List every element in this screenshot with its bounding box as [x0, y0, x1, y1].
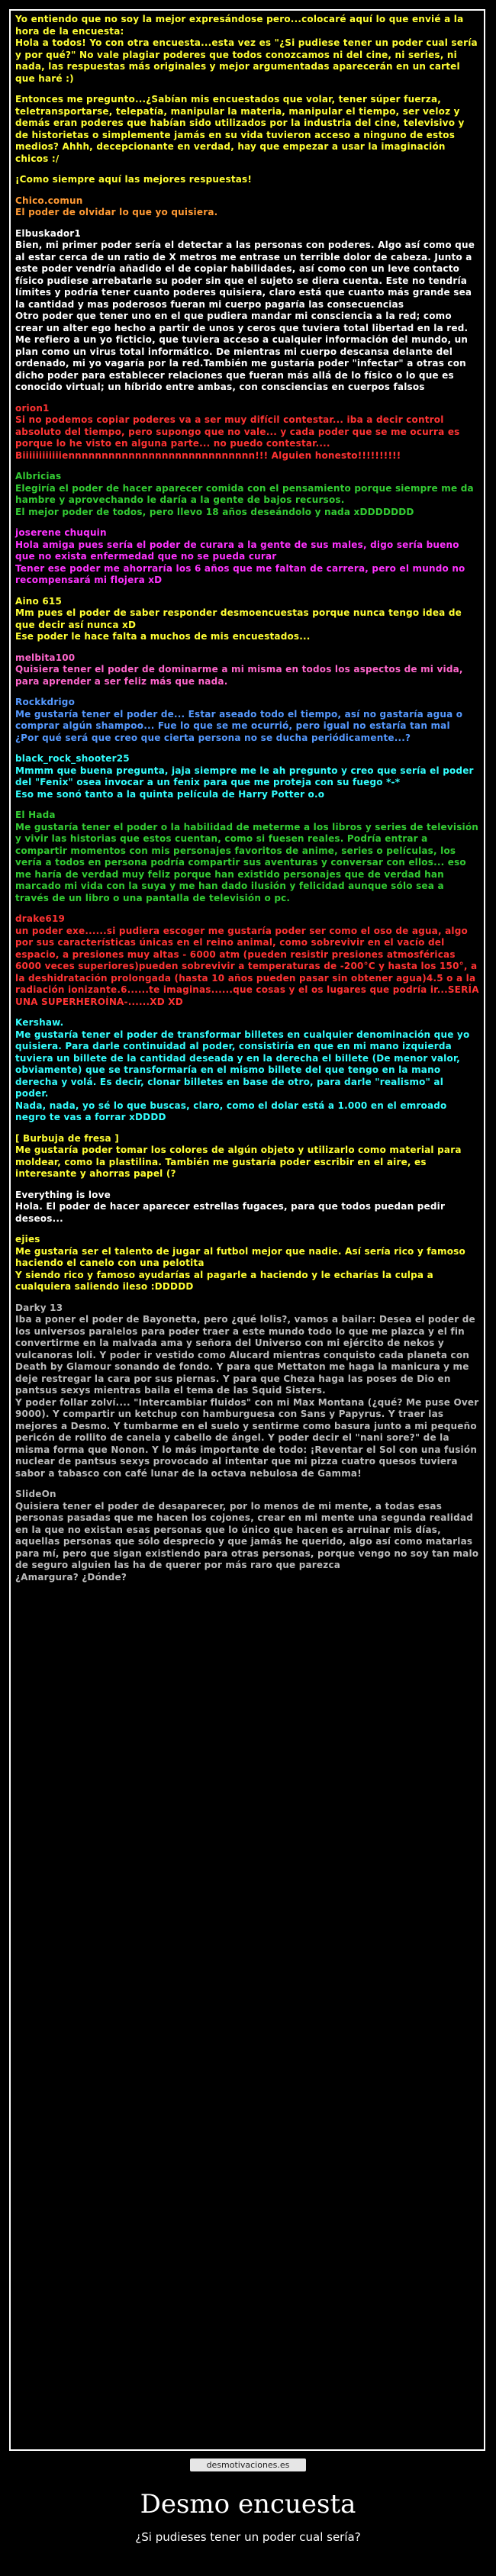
answer-text: Mmmm que buena pregunta, jaja siempre me le ah pregunto y creo que sería el poder del "Fenix" osea invocar a un fenix para que me proteja con su fuego *-* Eso me sonó tanto a la quinta película de Harry Potter o.o: [15, 765, 474, 800]
answer-text: Quisiera tener el poder de desaparecer, por lo menos de mi mente, a todas esas personas pasadas que me hacen los cojones, crear en mi mente una segunda realidad en la que no existan esas personas que lo único que hacen es arruinar mis días, aquellas personas que sólo desprecio y que jamás he querido, algo así como matarlas para mí, pero que sigan existiendo para otras personas, porque vengo no soy tan malo de seguro alguien las ha de querer por más raro que parezca ¿Amargura? ¿Dónde?: [15, 1500, 479, 1583]
answer-block: [15, 403, 479, 462]
answer-author: black_rock_shooter25: [15, 753, 130, 764]
site-watermark: desmotivaciones.es: [190, 2458, 306, 2471]
intro3-block: [15, 174, 479, 186]
answer-text: Bien, mi primer poder sería el detectar a las personas con poderes. Algo así como que al estar cerca de un ratio de X metros me entrase un terrible dolor de cabeza. Junto a este poder vendría añadido el de copiar habilidades, así como con un leve contacto físico pudiese arrebatarle su poder sin que el sujeto se diera cuenta. Este no tendría límites y podría tener cuanto poderes quisiera, claro está que cuanto más grande sea la cantidad y mas poderosos fueran mi cuerpo pagaría las consecuencias Otro poder que tener uno en el que pudiera mandar mi consciencia a la red; como crear un alter ego hecho a partir de unos y ceros que tuviera total libertad en la red. Me refiero a un yo ficticio, que tuviera acceso a cualquier información del mundo, un plan como un virus total informático. De mientras mi cuerpo descansa delante del ordenado, mi yo vagaría por la red.También me gustaría poder "infectar" a otras con dicho poder para establecer relaciones que fueran más allá de lo físico o lo que es conocido virtual; un híbrido entre ambas, con consciencias en cuerpos falsos: [15, 240, 475, 392]
answer-author: drake619: [15, 913, 66, 924]
answer-text: un poder exe......si pudiera escoger me gustaría poder ser como el oso de agua, algo por sus características únicas en el reino animal, como sobrevivir en el vacío del espacio, a presiones muy altas - 6000 atm (pueden resistir presiones atmosféricas 6000 veces superiores)pueden sobrevivir a temperaturas de -200°C y hasta los 150°, a la deshidratación prolongada (hasta 10 años pueden pasar sin obtener agua)4.5 o a la radiación ionizante.6......te imaginas......que cosas y el os lugares que podría ir...SERÍA UNA SUPERHEROÍNA-......XD XD: [15, 925, 483, 1007]
answer-block: [15, 1489, 479, 1583]
answer-text: El poder de olvidar lo que yo quisiera.: [15, 207, 218, 217]
poster-title: Desmo encuesta: [140, 2489, 356, 2520]
answer-author: Darky 13: [15, 1302, 63, 1313]
answer-block: [15, 1190, 479, 1225]
answer-block: [15, 471, 479, 518]
poster-frame: [9, 9, 485, 2451]
answer-text: Quisiera tener el poder de dominarme a mi misma en todos los aspectos de mi vida, para aprender a ser feliz más que nada.: [15, 664, 467, 687]
answer-block: [15, 810, 482, 904]
answer-block: [15, 195, 479, 219]
answer-author: Elbuskador1: [15, 227, 81, 239]
answer-author: Rockkdrigo: [15, 697, 76, 707]
answer-author: ejies: [15, 1234, 40, 1245]
answer-author: [ Burbuja de fresa ]: [15, 1132, 119, 1144]
answer-text: Hola amiga pues sería el poder de curara a la gente de sus males, digo sería bueno que no exista enfermedad que no se pueda curar Tener ese poder me ahorraría los 6 años que me faltan de carrera, pero el mundo no recompensará mi flojera xD: [15, 539, 465, 585]
answer-block: [15, 527, 479, 587]
answer-block: [15, 1234, 479, 1293]
answer-author: orion1: [15, 402, 50, 414]
answer-block: [15, 1017, 479, 1124]
intro3-text: ¡Como siempre aquí las mejores respuestas!: [15, 174, 253, 185]
answer-text: Me gustaría tener el poder de... Estar aseado todo el tiempo, así no gastaría agua o comprar algún shampoo... Fue lo que se me ocurrió, pero igual no estaría tan mal ¿Por qué será que creo que cierta persona no se ducha periódicamente...?: [15, 708, 463, 743]
answer-author: melbita100: [15, 652, 76, 663]
answer-text: Me gustaría tener el poder o la habilidad de meterme a los libros y series de televisión y vivir las historias que estos cuentan, como si fuesen reales. Podría entrar a compartir momentos con mis personajes favoritos de anime, series o películas, los vería a todos en persona podría compartir sus aventuras y conversar con ellos... eso me haría de verdad muy feliz porque han existido personajes que de verdad han marcado mi vida con la suya y me han dado ilusión y felicidad aunque sólo sea a través de un libro o una pantalla de televisión o pc.: [15, 821, 482, 903]
answer-block: [15, 1302, 479, 1480]
answer-text: Si no podemos copiar poderes va a ser muy difícil contestar... iba a decir control absoluto del tiempo, pero supongo que no vale... y cada poder que se me ocurra es porque lo he visto en alguna parte... no puedo contestar.... Biiiiiiiiiiiiennnnnnnnnnnnnnnnnnnnnnnnnnnn!!! Alguien honesto!!!!!!!!!!: [15, 414, 460, 461]
answer-text: Iba a poner el poder de Bayonetta, pero ¿qué lolis?, vamos a bailar: Desea el poder de los universos paralelos para poder traer a este mundo todo lo que me plazca y el fin convertirme en la malvada ama y señora del Universo con mi ejército de nekos y vulcanoras loli. Y poder ir vestido como Alucard mientras conquisto cada planeta con Death by Glamour sonando de fondo. Y para que Mettaton me haga la manicura y me deje restregar la cara por sus piernas. Y para que Cheza haga las poses de Dio en pantsus sexys mientras baila el tema de las Squid Sisters. Y poder follar zolví.... "Intercambiar fluidos" con mi Max Montana (¿qué? Me puse Over 9000). Y compartir un ketchup con hamburguesa con Sans y Papyrus. Y traer las mejores a Desmo. Y tumbarme en el suelo y sentirme como basura junto a mi pequeño pericón de rollito de canela y cabello de ángel. Y poder decir el "nani sore?" de la misma forma que Nonon. Y lo más importante de todo: ¡Reventar el Sol con una fusión nuclear de pantsus sexys provocado al intentar que mi pizza cuatro quesos tuviera sabor a tabasco con café lunar de la octava nebulosa de Gamma!: [15, 1314, 479, 1479]
answer-block: [15, 753, 479, 800]
answer-text: Me gustaría poder tomar los colores de algún objeto y utilizarlo como material para moldear, como la plastilina. También me gustaría poder escribir en el aire, es interesante y ahorras papel (?: [15, 1145, 465, 1179]
answer-text: Hola. El poder de hacer aparecer estrellas fugaces, para que todos puedan pedir deseos...: [15, 1201, 449, 1224]
answer-block: [15, 913, 483, 1008]
answer-block: [15, 1133, 479, 1180]
poster-content: [15, 14, 483, 1592]
answer-block: [15, 228, 479, 394]
answer-text: Elegiría el poder de hacer aparecer comida con el pensamiento porque siempre me da hambre y aprovechando le daría a la gente de bajos recursos. El mejor poder de todos, pero llevo 18 años deseándolo y nada xDDDDDDD: [15, 482, 474, 517]
intro2-text: Entonces me pregunto...¿Sabían mis encuestados que volar, tener súper fuerza, teletransportarse, telepatía, manipular la materia, manipular el tiempo, ser veloz y demás eran poderes que habían sido utilizados por la industria del cine, televisivo y de historietas o simplemente jamás en su vida tuvieron acceso a ninguno de estos medios? Ahhh, decepcionante en verdad, hay que empezar a usar la imaginación chicos :/: [15, 94, 468, 164]
answer-block: [15, 596, 479, 643]
poster-subtitle: ¿Si pudieses tener un poder cual sería?: [135, 2530, 361, 2544]
answer-author: joserene chuquin: [15, 527, 107, 538]
answer-author: El Hada: [15, 810, 56, 820]
answer-text: Mm pues el poder de saber responder desmoencuestas porque nunca tengo idea de que decir así nunca xD Ese poder le hace falta a muchos de mis encuestados...: [15, 607, 462, 642]
answer-text: Me gustaría ser el talento de jugar al futbol mejor que nadie. Así sería rico y famoso haciendo el canelo con una pelotita Y siendo rico y famoso ayudarías al pagarle a haciendo y le echarías la culpa a cualquiera saliendo ileso :DDDDD: [15, 1245, 465, 1292]
answer-author: Chico.comun: [15, 195, 83, 206]
answer-block: [15, 652, 479, 688]
intro-block: [15, 14, 479, 85]
answer-author: Kershaw.: [15, 1017, 64, 1028]
intro-text: Yo entiendo que no soy la mejor expresándose pero...colocaré aquí lo que envié a la hora de la encuesta: Hola a todos! Yo con otra encuesta...esta vez es "¿Si pudiese tener un poder cual sería y por qué?" No vale plagiar poderes que todos conozcamos ni del cine, ni series, ni nada, las respuestas más originales y mejor argumentadas aparecerán en un cartel que haré :): [15, 14, 478, 84]
answer-author: Everything is love: [15, 1189, 111, 1200]
answer-block: [15, 697, 479, 744]
answer-author: Albricias: [15, 471, 62, 481]
answer-text: Me gustaría tener el poder de transformar billetes en cualquier denominación que yo quisiera. Para darle continuidad al poder, consistiría en que en mi mano izquierda tuviera un billete de la cantidad deseada y en la derecha el billete (De menor valor, obviamente) que se transformaría en el mismo billete del que tengo en la mano derecha y volá. Es decir, clonar billetes en base de otro, para darle "realismo" al poder. Nada, nada, yo sé lo que buscas, claro, como el dolar está a 1.000 en el emroado negro te vas a forrar xDDDD: [15, 1029, 470, 1122]
answer-author: SlideOn: [15, 1489, 56, 1499]
answer-author: Aino 615: [15, 595, 63, 607]
intro2-block: [15, 94, 479, 165]
